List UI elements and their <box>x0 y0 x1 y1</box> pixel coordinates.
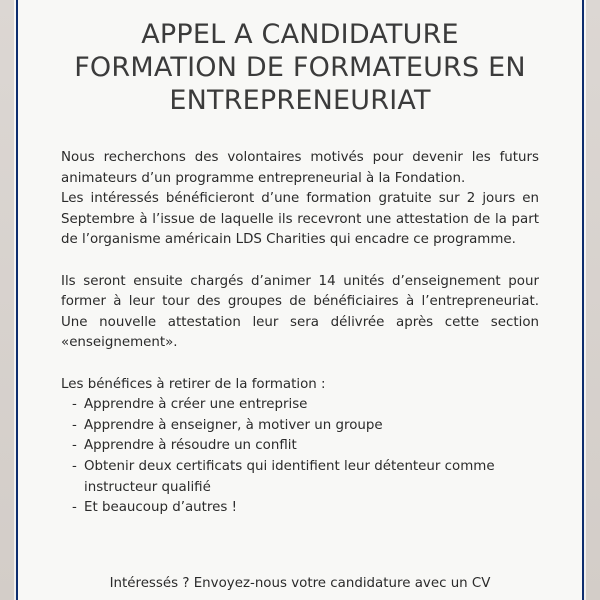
title-line-1: APPEL A CANDIDATURE <box>141 19 459 50</box>
page-title <box>18 18 582 117</box>
benefits-intro: Les bénéfices à retirer de la formation : <box>61 376 326 392</box>
document-body <box>61 148 539 519</box>
title-line-3: ENTREPRENEURIAT <box>169 85 431 116</box>
list-item: - Apprendre à enseigner, à motiver un groupe <box>72 417 383 433</box>
left-border <box>0 0 14 600</box>
list-item: - Obtenir deux certificats qui identifient leur détenteur comme instructeur qualifié <box>72 458 495 495</box>
closing-line: Intéressés ? Envoyez-nous votre candidature avec un CV <box>109 576 491 591</box>
benefits-list <box>61 395 539 519</box>
right-rule <box>582 0 584 600</box>
title-line-2: FORMATION DE FORMATEURS EN <box>74 52 526 83</box>
list-item: - Apprendre à résoudre un conflit <box>72 438 297 454</box>
training-paragraph: Les intéressés bénéficieront d’une formation gratuite sur 2 jours en Septembre à l’issue de laquelle ils recevront une attestation de la part de l’organisme américain LDS Charities qui encadre ce programme. <box>61 191 539 248</box>
right-border <box>586 0 600 600</box>
teaching-paragraph: Ils seront ensuite chargés d’animer 14 unités d’enseignement pour former à leur tour des groupes de bénéficiaires à l’entrepreneuriat. Une nouvelle attestation leur sera délivrée après cette section «enseignement». <box>61 273 539 351</box>
document-sheet <box>18 0 582 600</box>
list-item: - Et beaucoup d’autres ! <box>72 500 237 516</box>
intro-paragraph: Nous recherchons des volontaires motivés pour devenir les futurs animateurs d’un programme entrepreneurial à la Fondation. <box>61 150 539 186</box>
list-item: - Apprendre à créer une entreprise <box>72 397 308 413</box>
